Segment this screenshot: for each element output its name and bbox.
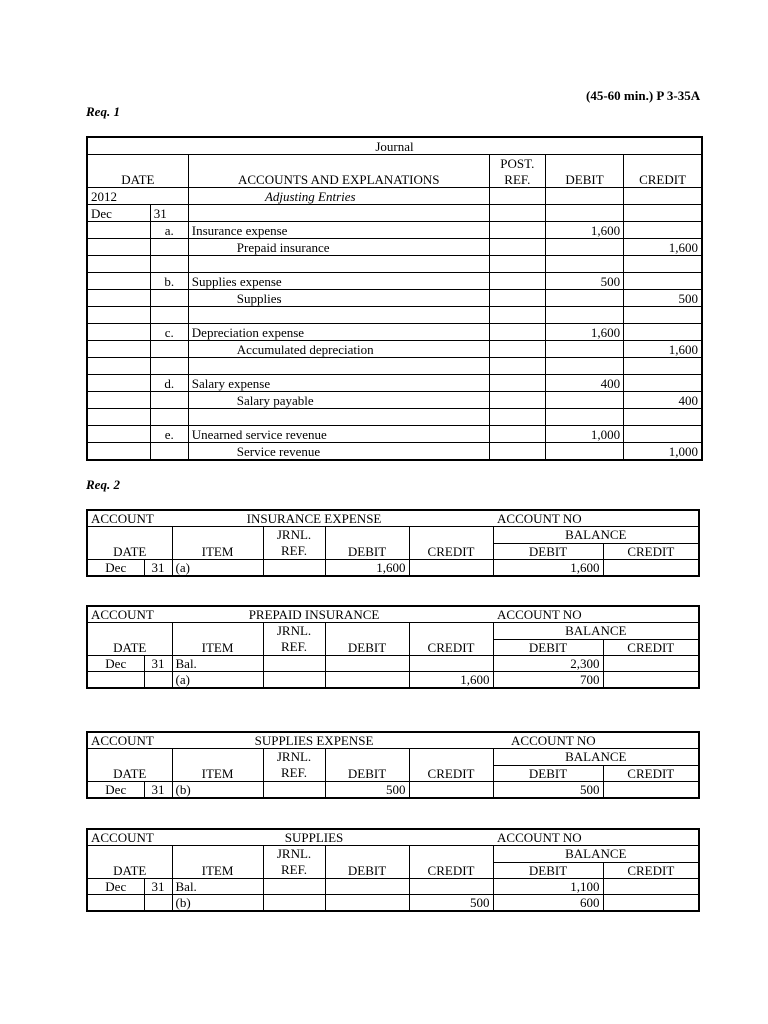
row-item: (b) — [172, 782, 263, 799]
row-month: Dec — [87, 560, 144, 577]
table-row — [87, 672, 699, 689]
credit-account: Supplies — [188, 290, 489, 307]
row-balance-debit: 2,300 — [493, 656, 603, 672]
row-debit: 500 — [325, 782, 409, 799]
ledger-supplies — [86, 828, 700, 912]
ledger-account-name: PREPAID INSURANCE — [172, 606, 493, 623]
ledger-col-item: ITEM — [172, 846, 263, 879]
table-row — [87, 879, 699, 895]
entry-letter: e. — [150, 426, 188, 443]
req1-label: Req. 1 — [86, 104, 120, 119]
credit-amount: 400 — [624, 392, 702, 409]
journal-col-date: DATE — [87, 155, 188, 188]
journal-col-post-2: REF. — [489, 171, 545, 188]
journal-entry-b-credit — [87, 290, 702, 307]
table-row — [87, 782, 699, 799]
debit-account: Depreciation expense — [188, 324, 489, 341]
credit-account: Accumulated depreciation — [188, 341, 489, 358]
ledger-col-balance-debit: DEBIT — [493, 639, 603, 656]
row-day: 31 — [144, 782, 172, 799]
row-month — [87, 672, 144, 689]
ledger-col-balance: BALANCE — [493, 846, 699, 863]
ledger-account-label: ACCOUNT — [87, 829, 172, 846]
ledger-account-name: INSURANCE EXPENSE — [172, 510, 493, 527]
table-row — [87, 656, 699, 672]
ledger-col-balance-debit: DEBIT — [493, 543, 603, 560]
ledger-col-jrnl-ref: JRNL. REF. — [263, 623, 325, 656]
journal-col-debit: DEBIT — [545, 155, 623, 188]
credit-amount: 500 — [624, 290, 702, 307]
debit-amount: 500 — [545, 273, 623, 290]
ledger-account-no-label: ACCOUNT NO — [493, 606, 699, 623]
ledger-account-name: SUPPLIES EXPENSE — [172, 732, 493, 749]
row-day — [144, 672, 172, 689]
row-balance-credit — [603, 782, 699, 799]
ledger-account-label: ACCOUNT — [87, 732, 172, 749]
ledger-col-jrnl-ref: JRNL. REF. — [263, 846, 325, 879]
table-row — [87, 895, 699, 912]
ledger-col-balance-credit: CREDIT — [603, 639, 699, 656]
ledger-col-item: ITEM — [172, 623, 263, 656]
entry-letter: b. — [150, 273, 188, 290]
ledger-col-balance: BALANCE — [493, 527, 699, 544]
row-item: Bal. — [172, 656, 263, 672]
journal-month: Dec — [87, 205, 150, 222]
ledger-prepaid-insurance — [86, 605, 700, 689]
row-debit — [325, 879, 409, 895]
row-day: 31 — [144, 656, 172, 672]
ledger-account-no-label: ACCOUNT NO — [493, 510, 699, 527]
entry-letter: d. — [150, 375, 188, 392]
credit-account: Salary payable — [188, 392, 489, 409]
debit-account: Salary expense — [188, 375, 489, 392]
debit-amount: 1,600 — [545, 324, 623, 341]
ledger-col-credit: CREDIT — [409, 749, 493, 782]
row-debit — [325, 895, 409, 912]
ledger-account-label: ACCOUNT — [87, 606, 172, 623]
ledger-col-debit: DEBIT — [325, 749, 409, 782]
ledger-col-jrnl-ref: JRNL. REF. — [263, 749, 325, 782]
row-debit — [325, 656, 409, 672]
ledger-col-item: ITEM — [172, 527, 263, 560]
row-balance-debit: 1,100 — [493, 879, 603, 895]
ledger-col-date: DATE — [87, 846, 172, 879]
journal-col-credit: CREDIT — [624, 155, 702, 188]
row-credit — [409, 656, 493, 672]
credit-amount: 1,000 — [624, 443, 702, 461]
debit-account: Supplies expense — [188, 273, 489, 290]
debit-account: Insurance expense — [188, 222, 489, 239]
row-credit: 500 — [409, 895, 493, 912]
journal-entry-a-debit — [87, 222, 702, 239]
row-day — [144, 895, 172, 912]
journal-col-post-1: POST. — [489, 155, 545, 172]
row-balance-credit — [603, 895, 699, 912]
ledger-col-jrnl-ref: JRNL. REF. — [263, 527, 325, 560]
entry-letter: a. — [150, 222, 188, 239]
problem-reference: (45-60 min.) P 3-35A — [586, 88, 701, 103]
ledger-col-debit: DEBIT — [325, 623, 409, 656]
ledger-col-credit: CREDIT — [409, 846, 493, 879]
row-balance-debit: 700 — [493, 672, 603, 689]
journal-table — [86, 136, 703, 461]
ledger-col-debit: DEBIT — [325, 527, 409, 560]
ledger-account-no-label: ACCOUNT NO — [493, 732, 699, 749]
journal-entry-a-credit — [87, 239, 702, 256]
journal-entry-e-debit — [87, 426, 702, 443]
row-balance-debit: 1,600 — [493, 560, 603, 577]
debit-amount: 1,000 — [545, 426, 623, 443]
row-debit: 1,600 — [325, 560, 409, 577]
entry-letter: c. — [150, 324, 188, 341]
row-month: Dec — [87, 879, 144, 895]
journal-col-accounts: ACCOUNTS AND EXPLANATIONS — [188, 155, 489, 188]
ledger-col-balance-credit: CREDIT — [603, 862, 699, 879]
row-month: Dec — [87, 656, 144, 672]
row-item: Bal. — [172, 879, 263, 895]
row-credit: 1,600 — [409, 672, 493, 689]
row-balance-credit — [603, 672, 699, 689]
journal-title: Journal — [87, 137, 702, 155]
journal-entry-e-credit — [87, 443, 702, 461]
ledger-account-name: SUPPLIES — [172, 829, 493, 846]
journal-entry-d-debit — [87, 375, 702, 392]
ledger-col-date: DATE — [87, 527, 172, 560]
ledger-col-credit: CREDIT — [409, 527, 493, 560]
ledger-supplies-expense — [86, 731, 700, 799]
journal-subtitle: Adjusting Entries — [188, 188, 489, 205]
row-day: 31 — [144, 560, 172, 577]
row-month — [87, 895, 144, 912]
debit-account: Unearned service revenue — [188, 426, 489, 443]
ledger-col-date: DATE — [87, 623, 172, 656]
ledger-col-debit: DEBIT — [325, 846, 409, 879]
ledger-account-no-label: ACCOUNT NO — [493, 829, 699, 846]
row-credit — [409, 782, 493, 799]
ledger-col-balance-credit: CREDIT — [603, 765, 699, 782]
credit-account: Service revenue — [188, 443, 489, 461]
credit-amount: 1,600 — [624, 239, 702, 256]
ledger-account-label: ACCOUNT — [87, 510, 172, 527]
row-balance-debit: 600 — [493, 895, 603, 912]
row-item: (b) — [172, 895, 263, 912]
row-day: 31 — [144, 879, 172, 895]
ledger-col-balance: BALANCE — [493, 623, 699, 640]
ledger-col-date: DATE — [87, 749, 172, 782]
ledger-col-balance-debit: DEBIT — [493, 765, 603, 782]
ledger-col-credit: CREDIT — [409, 623, 493, 656]
row-month: Dec — [87, 782, 144, 799]
ledger-col-balance-debit: DEBIT — [493, 862, 603, 879]
credit-amount: 1,600 — [624, 341, 702, 358]
table-row — [87, 560, 699, 577]
journal-entry-c-debit — [87, 324, 702, 341]
journal-day: 31 — [150, 205, 188, 222]
row-credit — [409, 560, 493, 577]
journal-entry-d-credit — [87, 392, 702, 409]
row-credit — [409, 879, 493, 895]
row-item: (a) — [172, 560, 263, 577]
ledger-insurance-expense — [86, 509, 700, 577]
journal-entry-c-credit — [87, 341, 702, 358]
row-balance-credit — [603, 560, 699, 577]
row-balance-credit — [603, 879, 699, 895]
ledger-col-item: ITEM — [172, 749, 263, 782]
row-balance-credit — [603, 656, 699, 672]
req2-label: Req. 2 — [86, 477, 120, 492]
ledger-col-balance: BALANCE — [493, 749, 699, 766]
row-debit — [325, 672, 409, 689]
credit-account: Prepaid insurance — [188, 239, 489, 256]
ledger-col-balance-credit: CREDIT — [603, 543, 699, 560]
debit-amount: 1,600 — [545, 222, 623, 239]
journal-year: 2012 — [87, 188, 188, 205]
row-balance-debit: 500 — [493, 782, 603, 799]
journal-entry-b-debit — [87, 273, 702, 290]
row-item: (a) — [172, 672, 263, 689]
debit-amount: 400 — [545, 375, 623, 392]
